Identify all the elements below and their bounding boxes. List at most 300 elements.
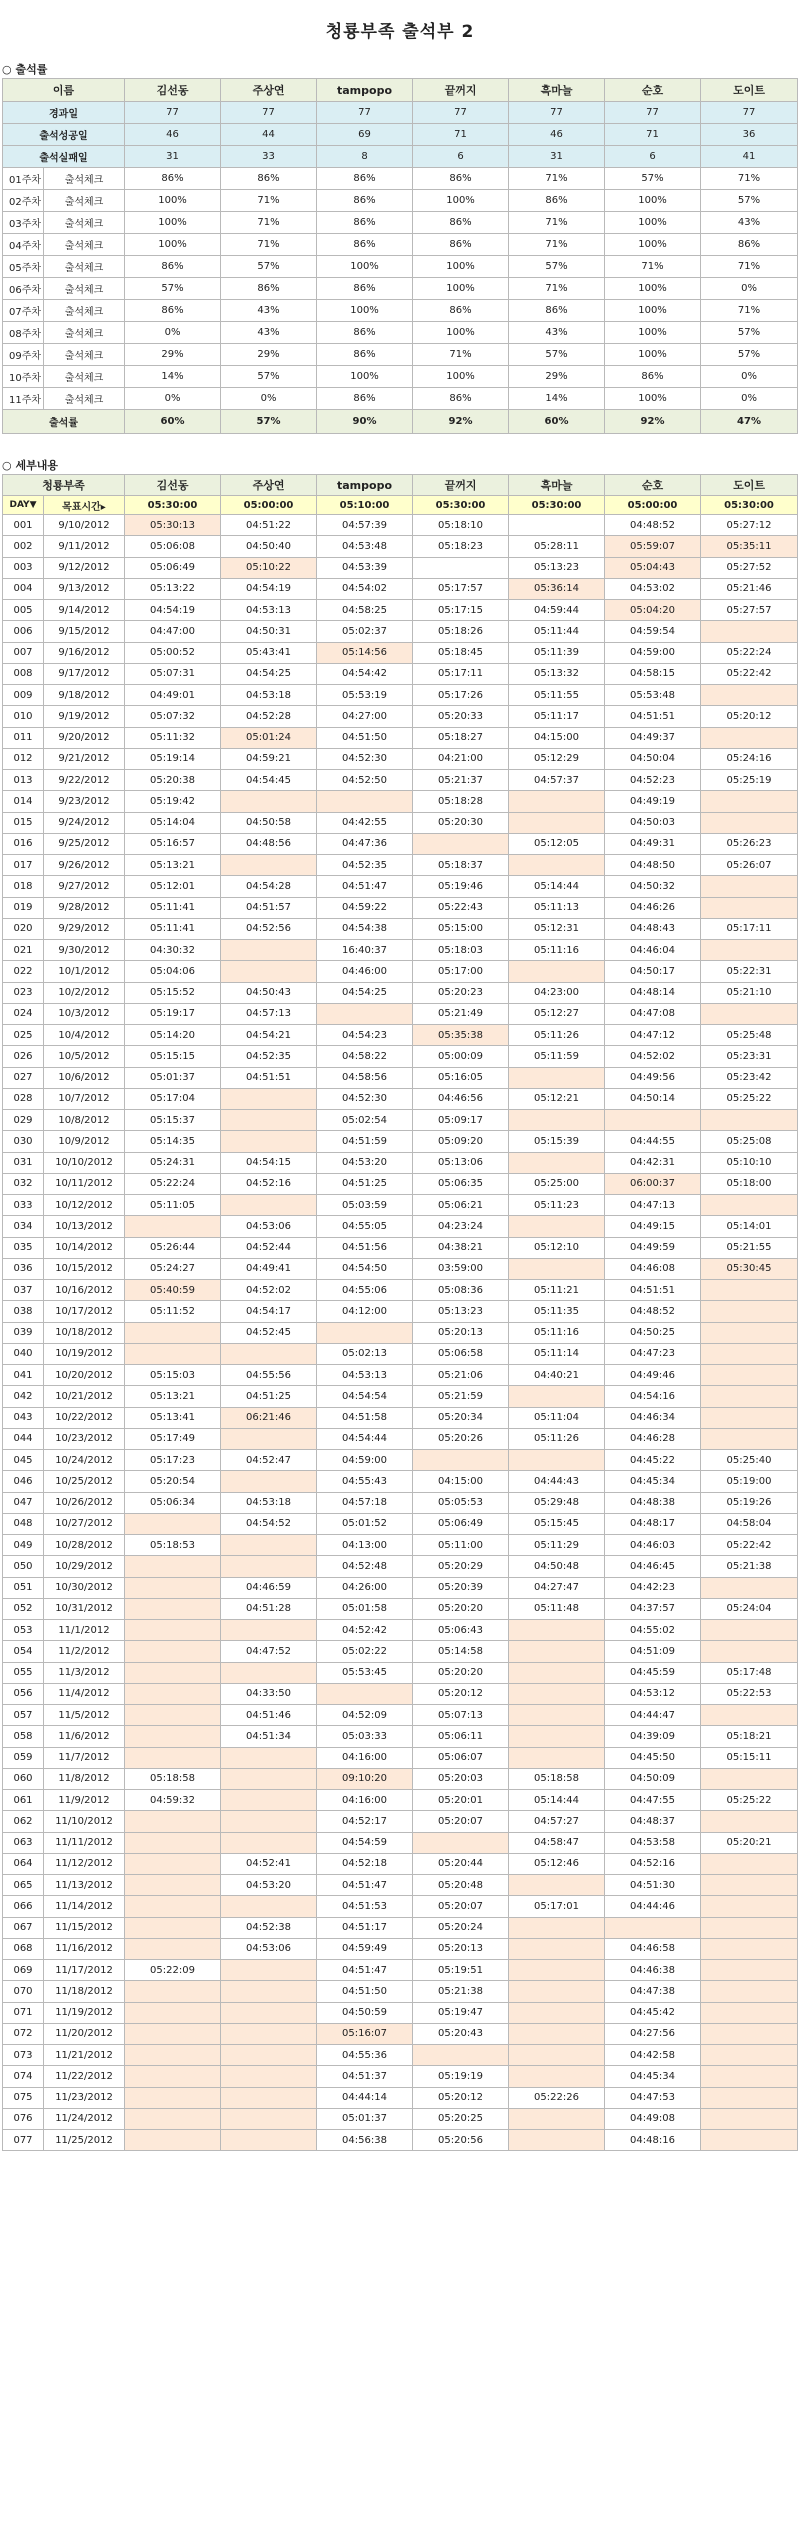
- check-in-time-cell: 04:48:17: [605, 1513, 701, 1534]
- day-number-cell: 020: [3, 918, 44, 939]
- check-in-time-cell: 05:02:22: [317, 1641, 413, 1662]
- week-label-cell: 11주차: [3, 388, 44, 410]
- check-in-time-cell: 05:22:42: [701, 1535, 798, 1556]
- date-cell: 10/23/2012: [44, 1428, 125, 1449]
- day-number-cell: 010: [3, 706, 44, 727]
- target-time-cell: 05:30:00: [701, 496, 798, 515]
- check-in-time-cell: 05:14:56: [317, 642, 413, 663]
- target-time-cell: 05:00:00: [221, 496, 317, 515]
- target-time-row: [3, 496, 798, 515]
- check-in-time-cell: 04:49:59: [605, 1237, 701, 1258]
- check-in-time-cell: 04:45:34: [605, 2066, 701, 2087]
- date-cell: 11/13/2012: [44, 1875, 125, 1896]
- check-in-time-cell: 05:21:49: [413, 1003, 509, 1024]
- check-in-time-cell: 05:00:52: [125, 642, 221, 663]
- check-in-time-cell: 04:38:21: [413, 1237, 509, 1258]
- member-header-cell: tampopo: [317, 475, 413, 496]
- check-in-time-cell: 05:11:35: [509, 1301, 605, 1322]
- day-number-cell: 074: [3, 2066, 44, 2087]
- stat-value-cell: 31: [125, 146, 221, 168]
- check-in-time-cell: 05:15:45: [509, 1513, 605, 1534]
- check-in-time-cell: 04:50:58: [221, 812, 317, 833]
- check-in-time-cell: 04:46:00: [317, 961, 413, 982]
- check-in-time-cell: 05:40:59: [125, 1280, 221, 1301]
- day-row: [3, 1365, 798, 1386]
- week-label-cell: 10주차: [3, 366, 44, 388]
- check-in-time-cell: 05:59:07: [605, 536, 701, 557]
- day-number-cell: 017: [3, 855, 44, 876]
- check-in-time-cell: 04:53:12: [605, 1683, 701, 1704]
- check-in-time-cell: 04:45:59: [605, 1662, 701, 1683]
- day-number-cell: 045: [3, 1450, 44, 1471]
- date-cell: 10/26/2012: [44, 1492, 125, 1513]
- summary-stat-row: [3, 102, 798, 124]
- check-in-time-cell: 04:51:47: [317, 876, 413, 897]
- check-in-time-cell: [701, 812, 798, 833]
- day-number-cell: 031: [3, 1152, 44, 1173]
- check-in-time-cell: 05:11:55: [509, 685, 605, 706]
- check-in-time-cell: 05:20:12: [701, 706, 798, 727]
- date-cell: 9/18/2012: [44, 685, 125, 706]
- stat-value-cell: 77: [509, 102, 605, 124]
- check-in-time-cell: [701, 1343, 798, 1364]
- date-cell: 11/10/2012: [44, 1811, 125, 1832]
- check-label-cell: 출석체크: [44, 212, 125, 234]
- check-in-time-cell: [221, 1768, 317, 1789]
- check-in-time-cell: 04:54:02: [317, 578, 413, 599]
- check-in-time-cell: 04:54:15: [221, 1152, 317, 1173]
- date-cell: 10/25/2012: [44, 1471, 125, 1492]
- check-in-time-cell: [509, 1258, 605, 1279]
- check-in-time-cell: 05:07:32: [125, 706, 221, 727]
- check-in-time-cell: 05:19:14: [125, 748, 221, 769]
- day-row: [3, 663, 798, 684]
- check-in-time-cell: 05:14:35: [125, 1131, 221, 1152]
- check-in-time-cell: [509, 1747, 605, 1768]
- day-number-cell: 041: [3, 1365, 44, 1386]
- rate-value-cell: 92%: [605, 410, 701, 434]
- date-cell: 10/29/2012: [44, 1556, 125, 1577]
- check-in-time-cell: [509, 1875, 605, 1896]
- week-rate-cell: 86%: [125, 300, 221, 322]
- week-rate-cell: 43%: [221, 322, 317, 344]
- day-row: [3, 1003, 798, 1024]
- name-header-cell: 이름: [3, 79, 125, 102]
- check-in-time-cell: [221, 2130, 317, 2151]
- check-in-time-cell: 05:19:17: [125, 1003, 221, 1024]
- week-row: [3, 322, 798, 344]
- check-in-time-cell: 04:55:43: [317, 1471, 413, 1492]
- check-in-time-cell: 05:18:26: [413, 621, 509, 642]
- check-in-time-cell: 04:52:02: [221, 1280, 317, 1301]
- check-in-time-cell: [701, 2130, 798, 2151]
- check-in-time-cell: [509, 1152, 605, 1173]
- check-in-time-cell: [701, 2066, 798, 2087]
- check-in-time-cell: 04:50:40: [221, 536, 317, 557]
- check-in-time-cell: 04:51:50: [317, 727, 413, 748]
- week-rate-cell: 100%: [605, 322, 701, 344]
- check-in-time-cell: 04:44:14: [317, 2087, 413, 2108]
- check-in-time-cell: 04:55:05: [317, 1216, 413, 1237]
- check-in-time-cell: 04:52:02: [605, 1046, 701, 1067]
- check-in-time-cell: [701, 1322, 798, 1343]
- check-in-time-cell: 05:11:44: [509, 621, 605, 642]
- check-in-time-cell: [221, 961, 317, 982]
- week-rate-cell: 57%: [605, 168, 701, 190]
- target-time-cell: 05:30:00: [413, 496, 509, 515]
- stat-value-cell: 77: [221, 102, 317, 124]
- check-in-time-cell: [509, 1641, 605, 1662]
- week-rate-cell: 57%: [701, 190, 798, 212]
- check-in-time-cell: 04:27:00: [317, 706, 413, 727]
- check-in-time-cell: 05:14:01: [701, 1216, 798, 1237]
- check-in-time-cell: 04:52:28: [221, 706, 317, 727]
- check-in-time-cell: 04:59:32: [125, 1790, 221, 1811]
- check-in-time-cell: 04:48:50: [605, 855, 701, 876]
- member-header-cell: 주상연: [221, 79, 317, 102]
- check-in-time-cell: 04:52:17: [317, 1811, 413, 1832]
- day-number-cell: 076: [3, 2108, 44, 2129]
- day-number-cell: 013: [3, 770, 44, 791]
- week-rate-cell: 100%: [605, 344, 701, 366]
- date-cell: 9/20/2012: [44, 727, 125, 748]
- check-in-time-cell: 05:13:21: [125, 855, 221, 876]
- rate-value-cell: 60%: [125, 410, 221, 434]
- day-row: [3, 2130, 798, 2151]
- check-in-time-cell: 04:46:45: [605, 1556, 701, 1577]
- check-in-time-cell: [701, 1280, 798, 1301]
- check-in-time-cell: 04:51:09: [605, 1641, 701, 1662]
- check-in-time-cell: 04:51:56: [317, 1237, 413, 1258]
- day-row: [3, 1386, 798, 1407]
- day-row: [3, 791, 798, 812]
- stat-value-cell: 46: [125, 124, 221, 146]
- check-in-time-cell: 05:20:24: [413, 1917, 509, 1938]
- check-label-cell: 출석체크: [44, 322, 125, 344]
- check-in-time-cell: 04:49:46: [605, 1365, 701, 1386]
- check-in-time-cell: 04:54:59: [317, 1832, 413, 1853]
- member-header-cell: 순호: [605, 475, 701, 496]
- check-in-time-cell: 06:21:46: [221, 1407, 317, 1428]
- day-number-cell: 066: [3, 1896, 44, 1917]
- date-cell: 10/15/2012: [44, 1258, 125, 1279]
- week-row: [3, 344, 798, 366]
- check-in-time-cell: 05:10:10: [701, 1152, 798, 1173]
- check-in-time-cell: [221, 2023, 317, 2044]
- check-in-time-cell: 04:52:41: [221, 1853, 317, 1874]
- check-in-time-cell: [701, 876, 798, 897]
- check-in-time-cell: 05:15:00: [413, 918, 509, 939]
- check-in-time-cell: 05:27:57: [701, 600, 798, 621]
- date-cell: 11/22/2012: [44, 2066, 125, 2087]
- check-in-time-cell: 05:22:24: [701, 642, 798, 663]
- summary-table: [2, 78, 798, 434]
- date-cell: 9/21/2012: [44, 748, 125, 769]
- day-number-cell: 061: [3, 1790, 44, 1811]
- check-in-time-cell: 04:46:08: [605, 1258, 701, 1279]
- check-in-time-cell: 04:54:44: [317, 1428, 413, 1449]
- check-in-time-cell: 05:11:17: [509, 706, 605, 727]
- day-number-cell: 065: [3, 1875, 44, 1896]
- check-in-time-cell: 05:17:26: [413, 685, 509, 706]
- summary-header-row: [3, 79, 798, 102]
- check-in-time-cell: [701, 1811, 798, 1832]
- check-in-time-cell: 05:06:21: [413, 1195, 509, 1216]
- check-in-time-cell: 05:06:11: [413, 1726, 509, 1747]
- check-in-time-cell: 04:51:22: [221, 515, 317, 536]
- check-in-time-cell: 09:10:20: [317, 1768, 413, 1789]
- date-cell: 9/22/2012: [44, 770, 125, 791]
- day-row: [3, 1088, 798, 1109]
- day-number-cell: 029: [3, 1110, 44, 1131]
- check-in-time-cell: 05:20:20: [413, 1598, 509, 1619]
- week-rate-cell: 86%: [125, 256, 221, 278]
- day-row: [3, 1237, 798, 1258]
- date-cell: 11/11/2012: [44, 1832, 125, 1853]
- day-row: [3, 1322, 798, 1343]
- date-cell: 11/5/2012: [44, 1705, 125, 1726]
- check-in-time-cell: 04:50:14: [605, 1088, 701, 1109]
- day-number-cell: 053: [3, 1620, 44, 1641]
- date-cell: 10/9/2012: [44, 1131, 125, 1152]
- check-in-time-cell: [509, 1620, 605, 1641]
- check-in-time-cell: 04:53:20: [221, 1875, 317, 1896]
- day-number-cell: 071: [3, 2002, 44, 2023]
- week-rate-cell: 86%: [317, 278, 413, 300]
- check-in-time-cell: 04:54:19: [221, 578, 317, 599]
- day-row: [3, 1046, 798, 1067]
- check-in-time-cell: [701, 1386, 798, 1407]
- check-in-time-cell: 04:52:38: [221, 1917, 317, 1938]
- day-row: [3, 1513, 798, 1534]
- day-number-cell: 077: [3, 2130, 44, 2151]
- date-cell: 11/23/2012: [44, 2087, 125, 2108]
- check-in-time-cell: 05:20:39: [413, 1577, 509, 1598]
- check-in-time-cell: 04:44:55: [605, 1131, 701, 1152]
- check-in-time-cell: 04:53:20: [317, 1152, 413, 1173]
- week-rate-cell: 86%: [317, 168, 413, 190]
- check-in-time-cell: [509, 1981, 605, 2002]
- stat-value-cell: 69: [317, 124, 413, 146]
- check-in-time-cell: 04:50:09: [605, 1768, 701, 1789]
- day-row: [3, 1960, 798, 1981]
- check-in-time-cell: [701, 940, 798, 961]
- stat-label-cell: 경과일: [3, 102, 125, 124]
- day-number-cell: 012: [3, 748, 44, 769]
- day-number-cell: 015: [3, 812, 44, 833]
- date-cell: 10/28/2012: [44, 1535, 125, 1556]
- check-in-time-cell: 04:49:08: [605, 2108, 701, 2129]
- check-in-time-cell: 04:58:22: [317, 1046, 413, 1067]
- check-in-time-cell: 05:01:52: [317, 1513, 413, 1534]
- day-row: [3, 2087, 798, 2108]
- member-header-cell: 끝꺼지: [413, 475, 509, 496]
- check-in-time-cell: 05:11:04: [509, 1407, 605, 1428]
- check-in-time-cell: 05:20:29: [413, 1556, 509, 1577]
- check-in-time-cell: [509, 2130, 605, 2151]
- stat-value-cell: 6: [413, 146, 509, 168]
- check-in-time-cell: 05:27:12: [701, 515, 798, 536]
- day-number-cell: 059: [3, 1747, 44, 1768]
- week-row: [3, 278, 798, 300]
- check-in-time-cell: 05:11:39: [509, 642, 605, 663]
- day-row: [3, 578, 798, 599]
- check-in-time-cell: 04:16:00: [317, 1790, 413, 1811]
- check-in-time-cell: 05:17:11: [413, 663, 509, 684]
- check-in-time-cell: [701, 1301, 798, 1322]
- date-cell: 11/1/2012: [44, 1620, 125, 1641]
- check-in-time-cell: 04:55:02: [605, 1620, 701, 1641]
- week-rate-cell: 100%: [125, 212, 221, 234]
- week-rate-cell: 100%: [413, 190, 509, 212]
- check-in-time-cell: 05:22:43: [413, 897, 509, 918]
- check-in-time-cell: 04:54:54: [317, 1386, 413, 1407]
- check-in-time-cell: [509, 1216, 605, 1237]
- detail-section-title: [2, 458, 800, 474]
- check-in-time-cell: [701, 621, 798, 642]
- check-in-time-cell: 05:04:06: [125, 961, 221, 982]
- day-number-cell: 014: [3, 791, 44, 812]
- day-number-cell: 032: [3, 1173, 44, 1194]
- week-rate-cell: 0%: [125, 322, 221, 344]
- check-in-time-cell: 05:22:31: [701, 961, 798, 982]
- check-in-time-cell: 05:24:27: [125, 1258, 221, 1279]
- week-row: [3, 212, 798, 234]
- week-rate-cell: 0%: [701, 388, 798, 410]
- check-in-time-cell: [509, 1662, 605, 1683]
- check-in-time-cell: [701, 1428, 798, 1449]
- week-row: [3, 388, 798, 410]
- date-cell: 10/30/2012: [44, 1577, 125, 1598]
- summary-stat-row: [3, 146, 798, 168]
- check-in-time-cell: 04:47:53: [605, 2087, 701, 2108]
- member-header-cell: 끝꺼지: [413, 79, 509, 102]
- day-row: [3, 1747, 798, 1768]
- week-rate-cell: 100%: [125, 234, 221, 256]
- check-in-time-cell: 04:13:00: [317, 1535, 413, 1556]
- date-cell: 11/18/2012: [44, 1981, 125, 2002]
- check-in-time-cell: 05:18:21: [701, 1726, 798, 1747]
- check-in-time-cell: 04:21:00: [413, 748, 509, 769]
- check-in-time-cell: 04:50:32: [605, 876, 701, 897]
- date-cell: 11/6/2012: [44, 1726, 125, 1747]
- check-in-time-cell: 04:51:17: [317, 1917, 413, 1938]
- check-in-time-cell: [221, 940, 317, 961]
- rate-label-cell: 출석률: [3, 410, 125, 434]
- check-label-cell: 출석체크: [44, 388, 125, 410]
- week-rate-cell: 86%: [221, 168, 317, 190]
- check-in-time-cell: 04:39:09: [605, 1726, 701, 1747]
- check-in-time-cell: 05:18:58: [509, 1768, 605, 1789]
- check-in-time-cell: [125, 1322, 221, 1343]
- date-cell: 11/15/2012: [44, 1917, 125, 1938]
- day-number-cell: 062: [3, 1811, 44, 1832]
- bullet-icon: ○: [2, 63, 12, 76]
- day-row: [3, 1556, 798, 1577]
- check-in-time-cell: 04:57:37: [509, 770, 605, 791]
- check-in-time-cell: 05:18:03: [413, 940, 509, 961]
- check-in-time-cell: 04:59:22: [317, 897, 413, 918]
- check-in-time-cell: [125, 1917, 221, 1938]
- summary-section-title: [2, 62, 800, 78]
- member-header-cell: 순호: [605, 79, 701, 102]
- check-in-time-cell: [701, 1875, 798, 1896]
- day-row: [3, 982, 798, 1003]
- check-in-time-cell: [221, 1960, 317, 1981]
- day-row: [3, 1173, 798, 1194]
- day-number-cell: 050: [3, 1556, 44, 1577]
- week-rate-cell: 71%: [509, 168, 605, 190]
- rate-value-cell: 60%: [509, 410, 605, 434]
- check-in-time-cell: 04:50:48: [509, 1556, 605, 1577]
- day-row: [3, 1683, 798, 1704]
- day-number-cell: 037: [3, 1280, 44, 1301]
- day-number-cell: 040: [3, 1343, 44, 1364]
- week-rate-cell: 71%: [509, 234, 605, 256]
- check-in-time-cell: [701, 1407, 798, 1428]
- date-cell: 10/20/2012: [44, 1365, 125, 1386]
- target-label-cell: 목표시간▸: [44, 496, 125, 515]
- day-number-cell: 023: [3, 982, 44, 1003]
- day-row: [3, 876, 798, 897]
- check-in-time-cell: 05:11:13: [509, 897, 605, 918]
- check-in-time-cell: 05:13:23: [413, 1301, 509, 1322]
- day-number-cell: 035: [3, 1237, 44, 1258]
- check-in-time-cell: [221, 1131, 317, 1152]
- week-rate-cell: 86%: [125, 168, 221, 190]
- check-in-time-cell: 05:25:19: [701, 770, 798, 791]
- day-row: [3, 2108, 798, 2129]
- check-in-time-cell: 04:48:43: [605, 918, 701, 939]
- check-in-time-cell: [509, 1705, 605, 1726]
- check-in-time-cell: 05:01:24: [221, 727, 317, 748]
- check-in-time-cell: [125, 1981, 221, 2002]
- check-in-time-cell: [509, 1683, 605, 1704]
- check-in-time-cell: 04:44:47: [605, 1705, 701, 1726]
- check-in-time-cell: 05:19:19: [413, 2066, 509, 2087]
- check-in-time-cell: [701, 1577, 798, 1598]
- check-in-time-cell: 05:17:49: [125, 1428, 221, 1449]
- day-number-cell: 002: [3, 536, 44, 557]
- check-in-time-cell: 04:46:28: [605, 1428, 701, 1449]
- week-rate-cell: 71%: [221, 212, 317, 234]
- week-rate-cell: 100%: [605, 300, 701, 322]
- check-in-time-cell: [125, 2045, 221, 2066]
- check-in-time-cell: [509, 1960, 605, 1981]
- check-in-time-cell: 04:52:35: [221, 1046, 317, 1067]
- date-cell: 10/19/2012: [44, 1343, 125, 1364]
- check-in-time-cell: [221, 855, 317, 876]
- day-row: [3, 897, 798, 918]
- week-rate-cell: 71%: [509, 212, 605, 234]
- day-row: [3, 1280, 798, 1301]
- check-in-time-cell: 04:52:09: [317, 1705, 413, 1726]
- check-in-time-cell: 04:52:16: [221, 1173, 317, 1194]
- check-in-time-cell: 05:19:00: [701, 1471, 798, 1492]
- check-in-time-cell: 05:14:44: [509, 876, 605, 897]
- week-row: [3, 168, 798, 190]
- check-in-time-cell: [221, 1896, 317, 1917]
- check-in-time-cell: 05:06:43: [413, 1620, 509, 1641]
- check-in-time-cell: [701, 1620, 798, 1641]
- day-row: [3, 1598, 798, 1619]
- check-in-time-cell: 04:53:48: [317, 536, 413, 557]
- week-label-cell: 07주차: [3, 300, 44, 322]
- check-in-time-cell: 04:47:52: [221, 1641, 317, 1662]
- check-in-time-cell: [701, 2108, 798, 2129]
- day-row: [3, 1428, 798, 1449]
- date-cell: 10/4/2012: [44, 1025, 125, 1046]
